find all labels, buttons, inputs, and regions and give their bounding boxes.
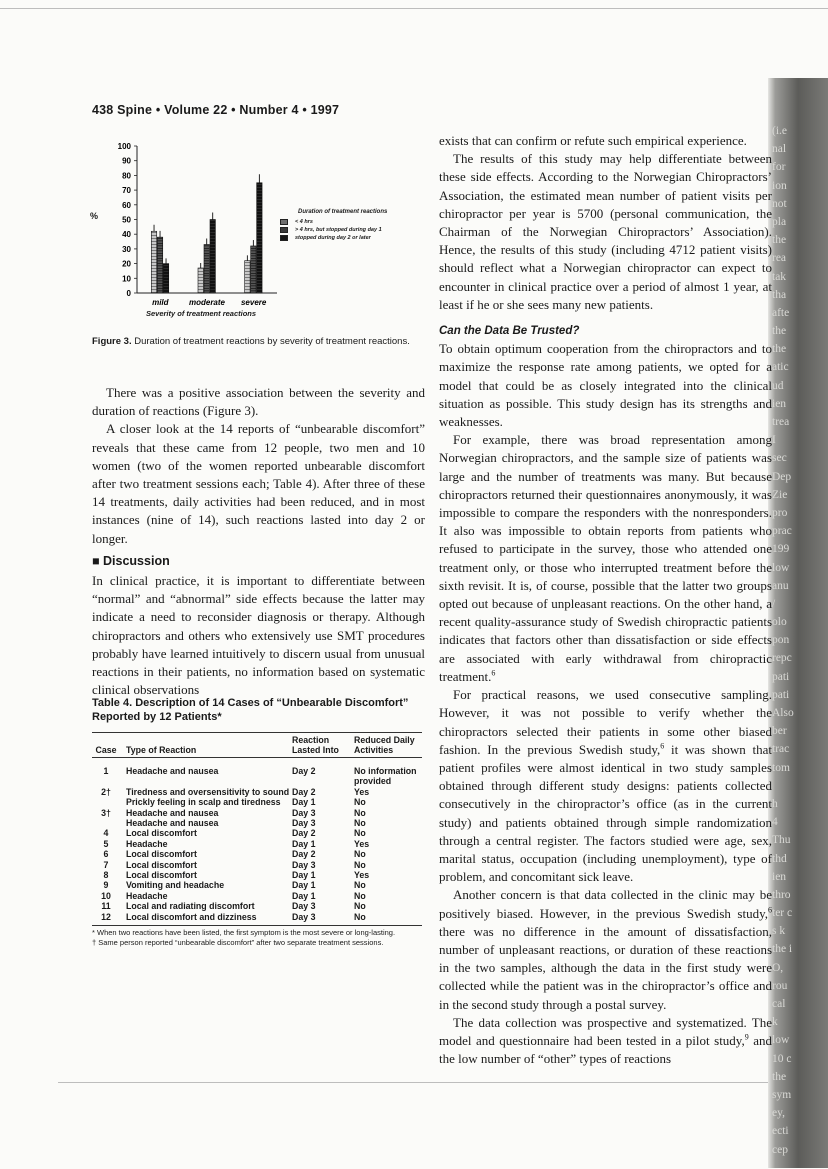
text-run: For example, there was broad representation among Norwegian chiropractors, and the sample size of patients was large and the number of treatments was many. But because chiropractors returned their questionnaires anonymously, it was impossible to compare the responders with the nonresponders. It also was impossible to obtain reports from patients who refused to participate in the survey, those who attended one treatment only, or those who interrupted treatment before the sixth revisit. It is, of course, possible that the latter two groups opted out because of unpleasant reactions. On the other hand, a recent quality-assurance study of Swedish chiropractic patients indicates that factors other than dissatisfaction or side effects are associated with early withdrawal from chiropractic treatment. <box>439 432 772 684</box>
edge-fragment: atic <box>772 361 789 374</box>
edge-fragment: Dep <box>772 470 792 483</box>
table-row <box>92 808 422 818</box>
edge-fragment: low <box>772 1034 790 1047</box>
cell-type: Local discomfort <box>126 859 197 870</box>
data-table <box>92 733 422 922</box>
table-row <box>92 818 422 828</box>
cell-reduced: No information provided <box>354 766 417 787</box>
edge-fragment: the <box>772 343 787 356</box>
legend <box>280 209 430 242</box>
bar <box>198 268 203 293</box>
legend-swatch-2 <box>280 227 288 233</box>
header-case: Case <box>95 745 117 755</box>
y-axis-label: % <box>90 211 99 221</box>
citation: 6 <box>660 741 665 751</box>
cell-case: 1 <box>103 766 109 776</box>
table-row <box>92 787 422 797</box>
table-row <box>92 797 422 807</box>
bar <box>151 231 156 293</box>
cell-case: 11 <box>101 901 111 912</box>
legend-entry <box>280 226 430 234</box>
cell-lasted: Day 3 <box>292 859 316 870</box>
bottom-rule <box>58 1082 768 1083</box>
body-paragraph: In clinical practice, it is important to differentiate between “normal” and “abnormal” side effects because the latter may indicate a need to reconsider diagnosis or therapy. Although chiropractors and others who extensively use SMT procedures probably have learned intuitively to discern usual from unusual reactions in their patients, no information based on systematic clinical observations <box>92 573 425 698</box>
body-paragraph: There was a positive association between the severity and duration of reactions (Figure 3). <box>92 385 425 419</box>
cell-lasted: Day 3 <box>292 807 316 818</box>
cell-lasted: Day 1 <box>292 838 316 849</box>
body-paragraph <box>439 1014 772 1069</box>
edge-fragment: ion <box>772 179 787 192</box>
x-category-label: mild <box>152 298 169 307</box>
cell-reduced: No <box>354 807 366 818</box>
cell-type: Local discomfort <box>126 870 197 881</box>
table-row <box>92 860 422 870</box>
cell-reduced: No <box>354 828 366 839</box>
cell-type: Headache and nausea <box>126 807 219 818</box>
cell-reduced: No <box>354 797 366 808</box>
edge-fragment <box>772 777 826 795</box>
figure-3 <box>90 133 430 343</box>
cell-reduced: No <box>354 859 366 870</box>
cell-type: Headache <box>126 838 168 849</box>
edge-fragment: 4 <box>772 816 778 829</box>
cell-lasted: Day 1 <box>292 797 316 808</box>
cell-type: Headache <box>126 890 168 901</box>
table-row <box>92 849 422 859</box>
y-tick-label: 90 <box>122 156 131 166</box>
text-run: and the low number of “other” types of reactions <box>439 1032 772 1067</box>
edge-fragment: sec <box>772 452 787 465</box>
text-run: Another concern is that data collected in the clinic may be positively biased. However, in the previous Swedish study, <box>439 887 772 921</box>
y-tick-label: 70 <box>122 186 131 196</box>
legend-title: Duration of treatment reactions <box>298 209 388 215</box>
table-row <box>92 870 422 880</box>
edge-fragment: Zie <box>772 488 788 501</box>
cell-lasted: Day 2 <box>292 766 316 776</box>
edge-fragment: rou <box>772 979 788 992</box>
header-type: Type of Reaction <box>126 745 197 755</box>
cell-case: 8 <box>103 870 109 881</box>
cell-lasted: Day 1 <box>292 870 316 881</box>
cell-type: Local discomfort <box>126 828 197 839</box>
cell-type: Local and radiating discomfort <box>126 901 255 912</box>
edge-fragment: the i <box>772 943 793 956</box>
edge-fragment: anu <box>772 579 789 592</box>
cell-reduced: No <box>354 911 366 922</box>
edge-fragment: 10 c <box>772 1052 792 1065</box>
edge-fragment: cal <box>772 998 786 1010</box>
table-row <box>92 758 422 787</box>
y-tick-label: 100 <box>117 142 131 151</box>
edge-fragment: pla <box>772 215 787 228</box>
edge-fragment: repc <box>772 652 792 665</box>
edge-fragment: 199 <box>772 543 790 556</box>
edge-fragment: tak <box>772 270 787 283</box>
section-heading-discussion: ■ Discussion <box>92 553 170 568</box>
cell-type: Local discomfort and dizziness <box>126 911 257 922</box>
adjacent-page-text <box>772 122 826 1159</box>
cell-lasted: Day 1 <box>292 880 316 891</box>
edge-fragment: Thu <box>772 834 791 847</box>
body-paragraph <box>439 431 772 686</box>
running-head: 438 Spine • Volume 22 • Number 4 • 1997 <box>92 103 340 117</box>
edge-fragment: ien <box>772 397 787 410</box>
bar <box>163 264 168 293</box>
y-tick-label: 80 <box>122 171 131 181</box>
cell-reduced: No <box>354 818 366 829</box>
cell-reduced: Yes <box>354 838 370 849</box>
cell-case: 5 <box>103 838 109 849</box>
edge-fragment: prac <box>772 525 792 538</box>
edge-fragment: pon <box>772 634 790 647</box>
cell-lasted: Day 3 <box>292 818 316 829</box>
table-row <box>92 891 422 901</box>
edge-fragment: Also <box>772 707 794 719</box>
y-tick-label: 0 <box>126 289 131 298</box>
edge-fragment: pati <box>772 670 790 683</box>
cell-lasted: Day 3 <box>292 911 316 922</box>
legend-entry <box>280 234 430 242</box>
body-paragraph: exists that can confirm or refute such empirical experience. <box>439 133 747 148</box>
legend-swatch-3 <box>280 235 288 241</box>
edge-fragment: for <box>772 161 786 174</box>
cell-reduced: No <box>354 849 366 860</box>
table-row <box>92 828 422 838</box>
text-run: it was shown that patient profiles were almost identical in two study samples obtained through different study designs: patients collected consecutively in the chiropractor’s office (as in the current study) and patients obtained through simple randomization through a central register. The factors studied were age, sex, marital status, occupation (including unemployment), type of problem, and concomitant sick leave. <box>439 741 772 885</box>
text-run: there was no difference in the amount of dissatisfaction, number of unpleasant reactions, or duration of these reactions in the two samples, although the data in the first study were collected while the patient was in the chiropractor’s office and in the second study through a postal survey. <box>439 923 772 1012</box>
body-paragraph: The results of this study may help differentiate between these side effects. According to the Norwegian Chiropractors’ Association, the estimated mean number of patient visits per chiropractor per year is 5700 (personal communication, the Chairman of the Norwegian Chiropractors’ Association). Hence, the results of this study (including 4712 patient visits) should reflect what a Norwegian chiropractor can expect to encounter in clinical practice over a period of almost 1 year, at least if he or she sees many new patients. <box>439 151 772 312</box>
cell-case: 4 <box>103 828 109 839</box>
cell-case: 10 <box>101 890 111 901</box>
bar <box>251 246 256 293</box>
edge-fragment: olo <box>772 616 787 629</box>
cell-case: 6 <box>103 849 109 860</box>
cell-case <box>92 818 120 828</box>
table-row <box>92 912 422 922</box>
table-row <box>92 880 422 890</box>
y-tick-label: 40 <box>122 230 131 240</box>
edge-fragment: the <box>772 234 787 247</box>
edge-fragment: ud <box>772 379 784 392</box>
edge-fragment: tha <box>772 288 787 301</box>
y-tick-label: 50 <box>122 215 131 225</box>
cell-reduced: Yes <box>354 786 370 797</box>
edge-fragment: nal <box>772 143 787 156</box>
edge-fragment: trac <box>772 743 790 756</box>
top-rule <box>0 8 828 9</box>
body-paragraph: A closer look at the 14 reports of “unbearable discomfort” reveals that these came from 12 people, two men and 10 women (two of the women reported unbearable discomfort after two treatment sessions each; Table 4). After three of these 14 treatments, daily activities had been reduced, and in most instances (nine of 14), such reactions lasted into day 2 or longer. <box>92 421 425 546</box>
cell-lasted: Day 2 <box>292 828 316 839</box>
edge-fragment: not <box>772 197 787 210</box>
cell-reduced: No <box>354 901 366 912</box>
y-tick-label: 10 <box>122 274 131 284</box>
edge-fragment: O, <box>772 961 784 974</box>
legend-entry <box>280 218 430 226</box>
subsection-heading: Can the Data Be Trusted? <box>439 325 580 338</box>
citation: 9 <box>744 1032 749 1042</box>
legend-label: > 4 hrs, but stopped during day 1 <box>295 227 382 233</box>
edge-fragment: trea <box>772 416 790 428</box>
right-column <box>439 132 772 1068</box>
edge-fragment: sym <box>772 1088 792 1101</box>
edge-fragment: pati <box>772 688 790 701</box>
x-category-label: moderate <box>188 298 226 307</box>
cell-type: Tiredness and oversensitivity to sound <box>126 786 290 797</box>
cell-case: 12 <box>101 911 111 922</box>
edge-fragment: ien <box>772 870 787 883</box>
footnote: † Same person reported “unbearable discomfort” after two separate treatment sessions. <box>92 937 384 947</box>
edge-fragment: thd <box>772 852 787 865</box>
citation: 6 <box>491 668 496 678</box>
bar <box>257 183 262 293</box>
cell-case: 7 <box>103 859 109 870</box>
citation: 6 <box>768 905 772 915</box>
cell-reduced: Yes <box>354 870 370 881</box>
cell-case: 9 <box>103 880 109 891</box>
table-bottom-rule <box>92 925 422 926</box>
cell-type: Local discomfort <box>126 849 197 860</box>
cell-type: Headache and nausea <box>126 818 219 829</box>
cell-lasted: Day 2 <box>292 786 316 797</box>
x-category-label: severe <box>240 298 267 307</box>
cell-case: 2† <box>101 786 111 797</box>
edge-fragment: k <box>772 1016 778 1029</box>
edge-fragment: low <box>772 561 790 574</box>
legend-swatch-1 <box>280 219 288 225</box>
edge-fragment: afte <box>772 306 790 319</box>
cell-reduced: No <box>354 890 366 901</box>
cell-reduced: No <box>354 880 366 891</box>
table-footnotes <box>92 928 422 947</box>
edge-fragment: / <box>772 597 776 610</box>
bar <box>210 220 215 294</box>
y-tick-label: 20 <box>122 259 131 269</box>
body-paragraph: To obtain optimum cooperation from the chiropractors and to maximize the response rate among patients, we opted for a model that could be as closely integrated into the clinical situation as possible. This study design has its strengths and weaknesses. <box>439 341 772 430</box>
body-paragraph <box>439 886 772 1013</box>
cell-case <box>92 797 120 807</box>
cell-type: Prickly feeling in scalp and tiredness <box>126 797 281 808</box>
edge-fragment: ber <box>772 725 787 738</box>
edge-fragment: thro <box>772 888 791 901</box>
cell-case: 3† <box>101 807 111 818</box>
left-column <box>92 384 425 699</box>
table-row <box>92 901 422 911</box>
y-tick-label: 60 <box>122 200 131 210</box>
edge-fragment: pro <box>772 506 788 519</box>
bar <box>204 244 209 293</box>
bar <box>245 261 250 293</box>
footnote: * When two reactions have been listed, the first symptom is the most severe or long-lasting. <box>92 928 396 938</box>
text-run: The data collection was prospective and systematized. The model and questionnaire had been tested in a pilot study, <box>439 1014 772 1048</box>
cell-lasted: Day 1 <box>292 890 316 901</box>
table-4 <box>92 696 422 947</box>
body-paragraph <box>439 686 772 886</box>
edge-fragment: I <box>772 434 776 447</box>
legend-label: < 4 hrs <box>295 219 313 225</box>
table-header-row <box>92 733 422 758</box>
edge-fragment: the <box>772 325 787 338</box>
edge-fragment: ecti <box>772 1125 789 1138</box>
edge-fragment: the <box>772 1070 787 1083</box>
edge-fragment: ey, <box>772 1107 785 1120</box>
header-lasted: Reaction Lasted Into <box>292 735 339 755</box>
figure-caption <box>92 336 424 348</box>
table-title: Table 4. Description of 14 Cases of “Unbearable Discomfort” Reported by 12 Patients* <box>92 697 409 723</box>
text-run: For practical reasons, we used consecutive sampling. However, it was not possible to verify whether the chiropractors selected their patients in some other biased fashion. In the previous Swedish study, <box>439 687 772 757</box>
cell-lasted: Day 3 <box>292 901 316 912</box>
header-reduced: Reduced Daily Activities <box>354 735 415 755</box>
table-row <box>92 839 422 849</box>
bar <box>157 237 162 293</box>
edge-fragment: ter c <box>772 907 793 920</box>
edge-fragment: (i.e <box>772 125 788 137</box>
edge-fragment: rea <box>772 252 787 265</box>
figure-caption-label: Figure 3. <box>92 336 132 347</box>
edge-fragment: tom <box>772 761 790 774</box>
y-tick-label: 30 <box>122 244 131 254</box>
edge-fragment: cep <box>772 1143 788 1156</box>
cell-lasted: Day 2 <box>292 849 316 860</box>
figure-caption-text: Duration of treatment reactions by severity of treatment reactions. <box>134 336 410 347</box>
edge-fragment: h <box>772 797 778 810</box>
legend-label: stopped during day 2 or later <box>295 235 371 241</box>
x-axis-title: Severity of treatment reactions <box>146 309 257 318</box>
edge-fragment: s k <box>772 925 786 938</box>
cell-type: Vomiting and headache <box>126 880 225 891</box>
cell-type: Headache and nausea <box>126 766 219 776</box>
